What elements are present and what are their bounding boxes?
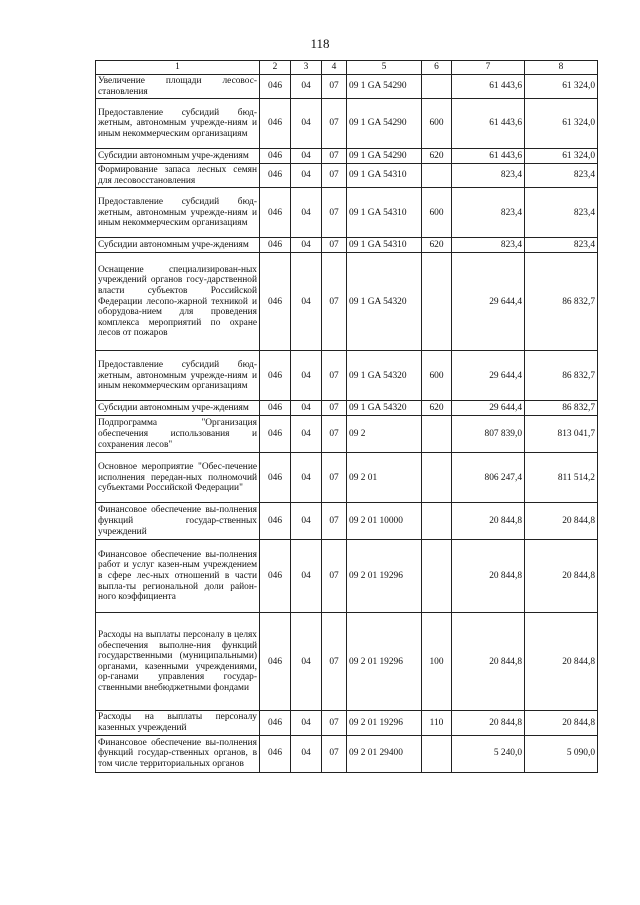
row-name: Финансовое обеспечение вы-полнения функций государ-ственных учреждений xyxy=(96,503,260,540)
row-sum-1: 823,4 xyxy=(452,164,525,188)
row-rz: 04 xyxy=(291,188,322,238)
row-pr: 07 xyxy=(322,188,347,238)
row-gr: 046 xyxy=(260,503,291,540)
page-number: 118 xyxy=(310,36,330,51)
row-csr: 09 1 GA 54320 xyxy=(347,401,422,416)
row-csr: 09 1 GA 54290 xyxy=(347,149,422,164)
row-rz: 04 xyxy=(291,453,322,503)
row-name: Оснащение специализирован-ных учреждений органов госу-дарственной власти субъектов Российской Федерации лесопо-жарной техникой и оборудова-нием для проведения комплекса мероприятий по охране лесов от пожаров xyxy=(96,253,260,351)
row-sum-1: 61 443,6 xyxy=(452,99,525,149)
row-gr: 046 xyxy=(260,238,291,253)
row-gr: 046 xyxy=(260,540,291,613)
table-row xyxy=(96,149,598,164)
col-header-rz: 3 xyxy=(291,61,322,75)
row-gr: 046 xyxy=(260,613,291,711)
col-header-pr: 4 xyxy=(322,61,347,75)
row-sum-2: 20 844,8 xyxy=(525,503,598,540)
table-row xyxy=(96,401,598,416)
table-row xyxy=(96,503,598,540)
row-gr: 046 xyxy=(260,351,291,401)
row-rz: 04 xyxy=(291,503,322,540)
row-csr: 09 2 01 19296 xyxy=(347,711,422,735)
row-csr: 09 1 GA 54290 xyxy=(347,75,422,99)
row-rz: 04 xyxy=(291,735,322,772)
col-header-vr: 6 xyxy=(422,61,452,75)
row-rz: 04 xyxy=(291,99,322,149)
row-sum-2: 61 324,0 xyxy=(525,99,598,149)
row-pr: 07 xyxy=(322,99,347,149)
row-sum-1: 61 443,6 xyxy=(452,75,525,99)
row-sum-2: 86 832,7 xyxy=(525,253,598,351)
row-name: Формирование запаса лесных семян для лесовосстановления xyxy=(96,164,260,188)
row-rz: 04 xyxy=(291,238,322,253)
row-pr: 07 xyxy=(322,416,347,453)
row-csr: 09 2 01 29400 xyxy=(347,735,422,772)
row-sum-1: 29 644,4 xyxy=(452,253,525,351)
row-vr xyxy=(422,453,452,503)
row-name: Субсидии автономным учре-ждениям xyxy=(96,149,260,164)
row-sum-2: 61 324,0 xyxy=(525,75,598,99)
row-name: Финансовое обеспечение вы-полнения функций государ-ственных органов, в том числе территориальных органов xyxy=(96,735,260,772)
row-vr xyxy=(422,416,452,453)
row-vr: 600 xyxy=(422,351,452,401)
row-pr: 07 xyxy=(322,503,347,540)
row-pr: 07 xyxy=(322,164,347,188)
row-pr: 07 xyxy=(322,238,347,253)
row-sum-1: 29 644,4 xyxy=(452,351,525,401)
table-row xyxy=(96,540,598,613)
row-vr: 100 xyxy=(422,613,452,711)
row-name: Субсидии автономным учре-ждениям xyxy=(96,238,260,253)
row-sum-1: 823,4 xyxy=(452,238,525,253)
table-header-row xyxy=(96,61,598,75)
row-gr: 046 xyxy=(260,401,291,416)
row-csr: 09 1 GA 54320 xyxy=(347,351,422,401)
row-sum-2: 20 844,8 xyxy=(525,711,598,735)
row-sum-2: 20 844,8 xyxy=(525,540,598,613)
table-row xyxy=(96,711,598,735)
row-pr: 07 xyxy=(322,253,347,351)
table-row xyxy=(96,164,598,188)
row-vr: 620 xyxy=(422,238,452,253)
table-row xyxy=(96,613,598,711)
table-row xyxy=(96,188,598,238)
table-row xyxy=(96,416,598,453)
row-sum-1: 5 240,0 xyxy=(452,735,525,772)
row-rz: 04 xyxy=(291,253,322,351)
row-csr: 09 2 xyxy=(347,416,422,453)
col-header-sum-1: 7 xyxy=(452,61,525,75)
row-gr: 046 xyxy=(260,164,291,188)
table-row xyxy=(96,735,598,772)
col-header-name: 1 xyxy=(96,61,260,75)
row-name: Предоставление субсидий бюд-жетным, автономным учрежде-ниям и иным некоммерческим организациям xyxy=(96,351,260,401)
row-vr: 600 xyxy=(422,188,452,238)
row-rz: 04 xyxy=(291,613,322,711)
row-gr: 046 xyxy=(260,149,291,164)
row-csr: 09 1 GA 54310 xyxy=(347,238,422,253)
row-name: Субсидии автономным учре-ждениям xyxy=(96,401,260,416)
row-gr: 046 xyxy=(260,99,291,149)
row-sum-2: 5 090,0 xyxy=(525,735,598,772)
row-sum-1: 20 844,8 xyxy=(452,540,525,613)
row-sum-1: 29 644,4 xyxy=(452,401,525,416)
table-row xyxy=(96,238,598,253)
row-gr: 046 xyxy=(260,711,291,735)
row-name: Предоставление субсидий бюд-жетным, автономным учрежде-ниям и иным некоммерческим организациям xyxy=(96,188,260,238)
row-sum-1: 20 844,8 xyxy=(452,711,525,735)
row-csr: 09 1 GA 54310 xyxy=(347,188,422,238)
row-csr: 09 2 01 xyxy=(347,453,422,503)
row-rz: 04 xyxy=(291,711,322,735)
table-row xyxy=(96,253,598,351)
table-row xyxy=(96,453,598,503)
row-gr: 046 xyxy=(260,735,291,772)
row-name: Увеличение площади лесовос-становления xyxy=(96,75,260,99)
row-pr: 07 xyxy=(322,351,347,401)
row-rz: 04 xyxy=(291,540,322,613)
row-rz: 04 xyxy=(291,416,322,453)
row-csr: 09 1 GA 54320 xyxy=(347,253,422,351)
row-pr: 07 xyxy=(322,735,347,772)
row-name: Финансовое обеспечение вы-полнения работ и услуг казен-ным учреждением в сфере лес-ных отношений в части выпла-ты региональной доли район-ного коэффициента xyxy=(96,540,260,613)
row-sum-1: 806 247,4 xyxy=(452,453,525,503)
row-sum-2: 20 844,8 xyxy=(525,613,598,711)
row-gr: 046 xyxy=(260,416,291,453)
row-pr: 07 xyxy=(322,453,347,503)
row-sum-1: 20 844,8 xyxy=(452,503,525,540)
row-name: Расходы на выплаты персоналу в целях обеспечения выполне-ния функций государственными (муниципальными) органами, казенными учреждениями, ор-ганами управления государ-ственными внебюджетными фондами xyxy=(96,613,260,711)
row-sum-2: 811 514,2 xyxy=(525,453,598,503)
row-pr: 07 xyxy=(322,613,347,711)
row-sum-2: 823,4 xyxy=(525,188,598,238)
row-sum-2: 813 041,7 xyxy=(525,416,598,453)
row-sum-2: 86 832,7 xyxy=(525,401,598,416)
row-sum-2: 823,4 xyxy=(525,238,598,253)
row-rz: 04 xyxy=(291,351,322,401)
row-name: Расходы на выплаты персоналу казенных учреждений xyxy=(96,711,260,735)
table-row xyxy=(96,351,598,401)
row-gr: 046 xyxy=(260,453,291,503)
row-gr: 046 xyxy=(260,253,291,351)
row-csr: 09 2 01 19296 xyxy=(347,613,422,711)
row-csr: 09 2 01 10000 xyxy=(347,503,422,540)
table-row xyxy=(96,99,598,149)
row-csr: 09 2 01 19296 xyxy=(347,540,422,613)
row-vr: 600 xyxy=(422,99,452,149)
row-vr: 620 xyxy=(422,401,452,416)
row-vr xyxy=(422,253,452,351)
row-rz: 04 xyxy=(291,75,322,99)
row-pr: 07 xyxy=(322,149,347,164)
row-vr xyxy=(422,164,452,188)
row-vr: 110 xyxy=(422,711,452,735)
row-pr: 07 xyxy=(322,711,347,735)
row-sum-1: 807 839,0 xyxy=(452,416,525,453)
row-sum-2: 823,4 xyxy=(525,164,598,188)
row-rz: 04 xyxy=(291,149,322,164)
row-csr: 09 1 GA 54290 xyxy=(347,99,422,149)
col-header-gr: 2 xyxy=(260,61,291,75)
row-sum-1: 823,4 xyxy=(452,188,525,238)
row-rz: 04 xyxy=(291,401,322,416)
row-vr xyxy=(422,540,452,613)
row-pr: 07 xyxy=(322,401,347,416)
col-header-csr: 5 xyxy=(347,61,422,75)
row-vr xyxy=(422,735,452,772)
row-vr xyxy=(422,503,452,540)
row-pr: 07 xyxy=(322,75,347,99)
row-rz: 04 xyxy=(291,164,322,188)
row-gr: 046 xyxy=(260,75,291,99)
row-vr: 620 xyxy=(422,149,452,164)
row-name: Основное мероприятие "Обес-печение исполнения передан-ных полномочий субъектами Российской Федерации" xyxy=(96,453,260,503)
table-row xyxy=(96,75,598,99)
budget-table xyxy=(95,60,598,773)
row-csr: 09 1 GA 54310 xyxy=(347,164,422,188)
col-header-sum-2: 8 xyxy=(525,61,598,75)
row-sum-1: 20 844,8 xyxy=(452,613,525,711)
row-gr: 046 xyxy=(260,188,291,238)
row-sum-1: 61 443,6 xyxy=(452,149,525,164)
row-vr xyxy=(422,75,452,99)
row-name: Предоставление субсидий бюд-жетным, автономным учрежде-ниям и иным некоммерческим организациям xyxy=(96,99,260,149)
row-sum-2: 61 324,0 xyxy=(525,149,598,164)
row-pr: 07 xyxy=(322,540,347,613)
row-sum-2: 86 832,7 xyxy=(525,351,598,401)
row-name: Подпрограмма "Организация обеспечения использования и сохранения лесов" xyxy=(96,416,260,453)
